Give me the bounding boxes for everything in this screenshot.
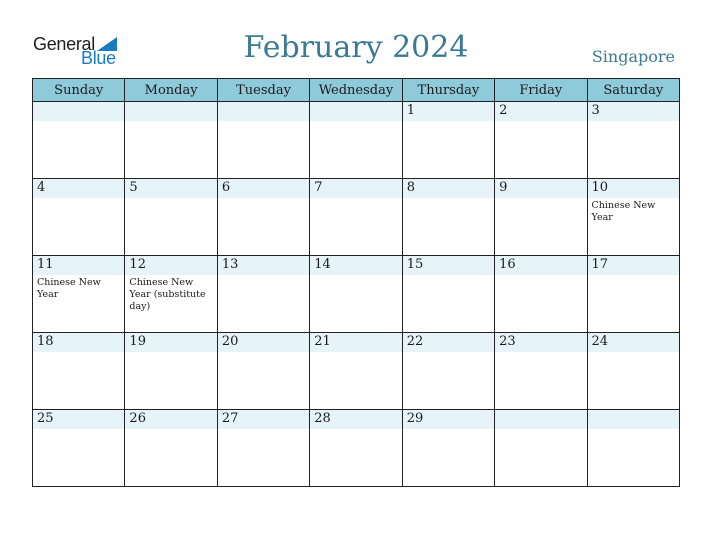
day-number: 3 (588, 102, 679, 121)
day-number: 1 (403, 102, 494, 121)
day-cell (125, 333, 217, 410)
week-row (33, 179, 680, 256)
weekday-tuesday: Tuesday (217, 79, 309, 102)
day-number (33, 102, 124, 121)
day-cell (33, 102, 125, 179)
day-cell (125, 102, 217, 179)
weekday-friday: Friday (495, 79, 587, 102)
day-cell (217, 256, 309, 333)
day-cell (402, 333, 494, 410)
day-cell (125, 179, 217, 256)
weekday-saturday: Saturday (587, 79, 679, 102)
day-number: 22 (403, 333, 494, 352)
day-cell (217, 179, 309, 256)
day-cell (33, 256, 125, 333)
week-row (33, 410, 680, 487)
day-cell (310, 102, 402, 179)
day-number: 7 (310, 179, 401, 198)
weekday-thursday: Thursday (402, 79, 494, 102)
day-cell (402, 410, 494, 487)
day-number: 24 (588, 333, 679, 352)
day-number: 23 (495, 333, 586, 352)
day-cell (587, 102, 679, 179)
weekday-monday: Monday (125, 79, 217, 102)
day-number: 13 (218, 256, 309, 275)
day-cell (217, 333, 309, 410)
logo-text-blue: Blue (81, 48, 116, 68)
calendar-grid (32, 78, 680, 487)
day-cell (495, 410, 587, 487)
weekday-sunday: Sunday (33, 79, 125, 102)
day-number: 19 (125, 333, 216, 352)
day-number: 6 (218, 179, 309, 198)
day-number: 16 (495, 256, 586, 275)
day-cell (402, 179, 494, 256)
day-number (495, 410, 586, 429)
day-cell (310, 333, 402, 410)
day-cell (33, 179, 125, 256)
holiday-label: Chinese New Year (591, 200, 656, 223)
day-cell (495, 333, 587, 410)
day-cell (587, 256, 679, 333)
day-number: 2 (495, 102, 586, 121)
day-number: 17 (588, 256, 679, 275)
day-cell (495, 256, 587, 333)
day-cell (33, 333, 125, 410)
day-cell (587, 179, 679, 256)
day-number: 20 (218, 333, 309, 352)
day-number: 21 (310, 333, 401, 352)
day-cell (402, 102, 494, 179)
day-number: 26 (125, 410, 216, 429)
day-number: 28 (310, 410, 401, 429)
week-row (33, 333, 680, 410)
day-cell (125, 256, 217, 333)
day-number (218, 102, 309, 121)
day-cell (125, 410, 217, 487)
day-cell (217, 102, 309, 179)
day-number: 10 (588, 179, 679, 198)
weekday-header-row (33, 79, 680, 102)
day-number: 5 (125, 179, 216, 198)
day-number: 9 (495, 179, 586, 198)
day-cell (402, 256, 494, 333)
day-cell (217, 410, 309, 487)
day-number (588, 410, 679, 429)
calendar-title: February 2024 (243, 30, 469, 65)
day-cell (587, 410, 679, 487)
weekday-wednesday: Wednesday (310, 79, 402, 102)
day-number: 18 (33, 333, 124, 352)
holiday-label: Chinese New Year (substitute day) (129, 277, 206, 312)
day-cell (33, 410, 125, 487)
day-number: 4 (33, 179, 124, 198)
day-number: 27 (218, 410, 309, 429)
day-number: 11 (33, 256, 124, 275)
day-cell (310, 256, 402, 333)
country-label: Singapore (591, 47, 675, 66)
day-number: 12 (125, 256, 216, 275)
day-number: 29 (403, 410, 494, 429)
day-number: 14 (310, 256, 401, 275)
holiday-label: Chinese New Year (37, 277, 101, 300)
day-cell (310, 179, 402, 256)
calendar-body (33, 102, 680, 487)
day-cell (495, 102, 587, 179)
day-cell (495, 179, 587, 256)
logo-text-general: General (33, 34, 95, 54)
day-cell (310, 410, 402, 487)
day-number: 15 (403, 256, 494, 275)
day-number: 25 (33, 410, 124, 429)
day-number: 8 (403, 179, 494, 198)
day-number (310, 102, 401, 121)
week-row (33, 256, 680, 333)
day-number (125, 102, 216, 121)
day-cell (587, 333, 679, 410)
week-row (33, 102, 680, 179)
